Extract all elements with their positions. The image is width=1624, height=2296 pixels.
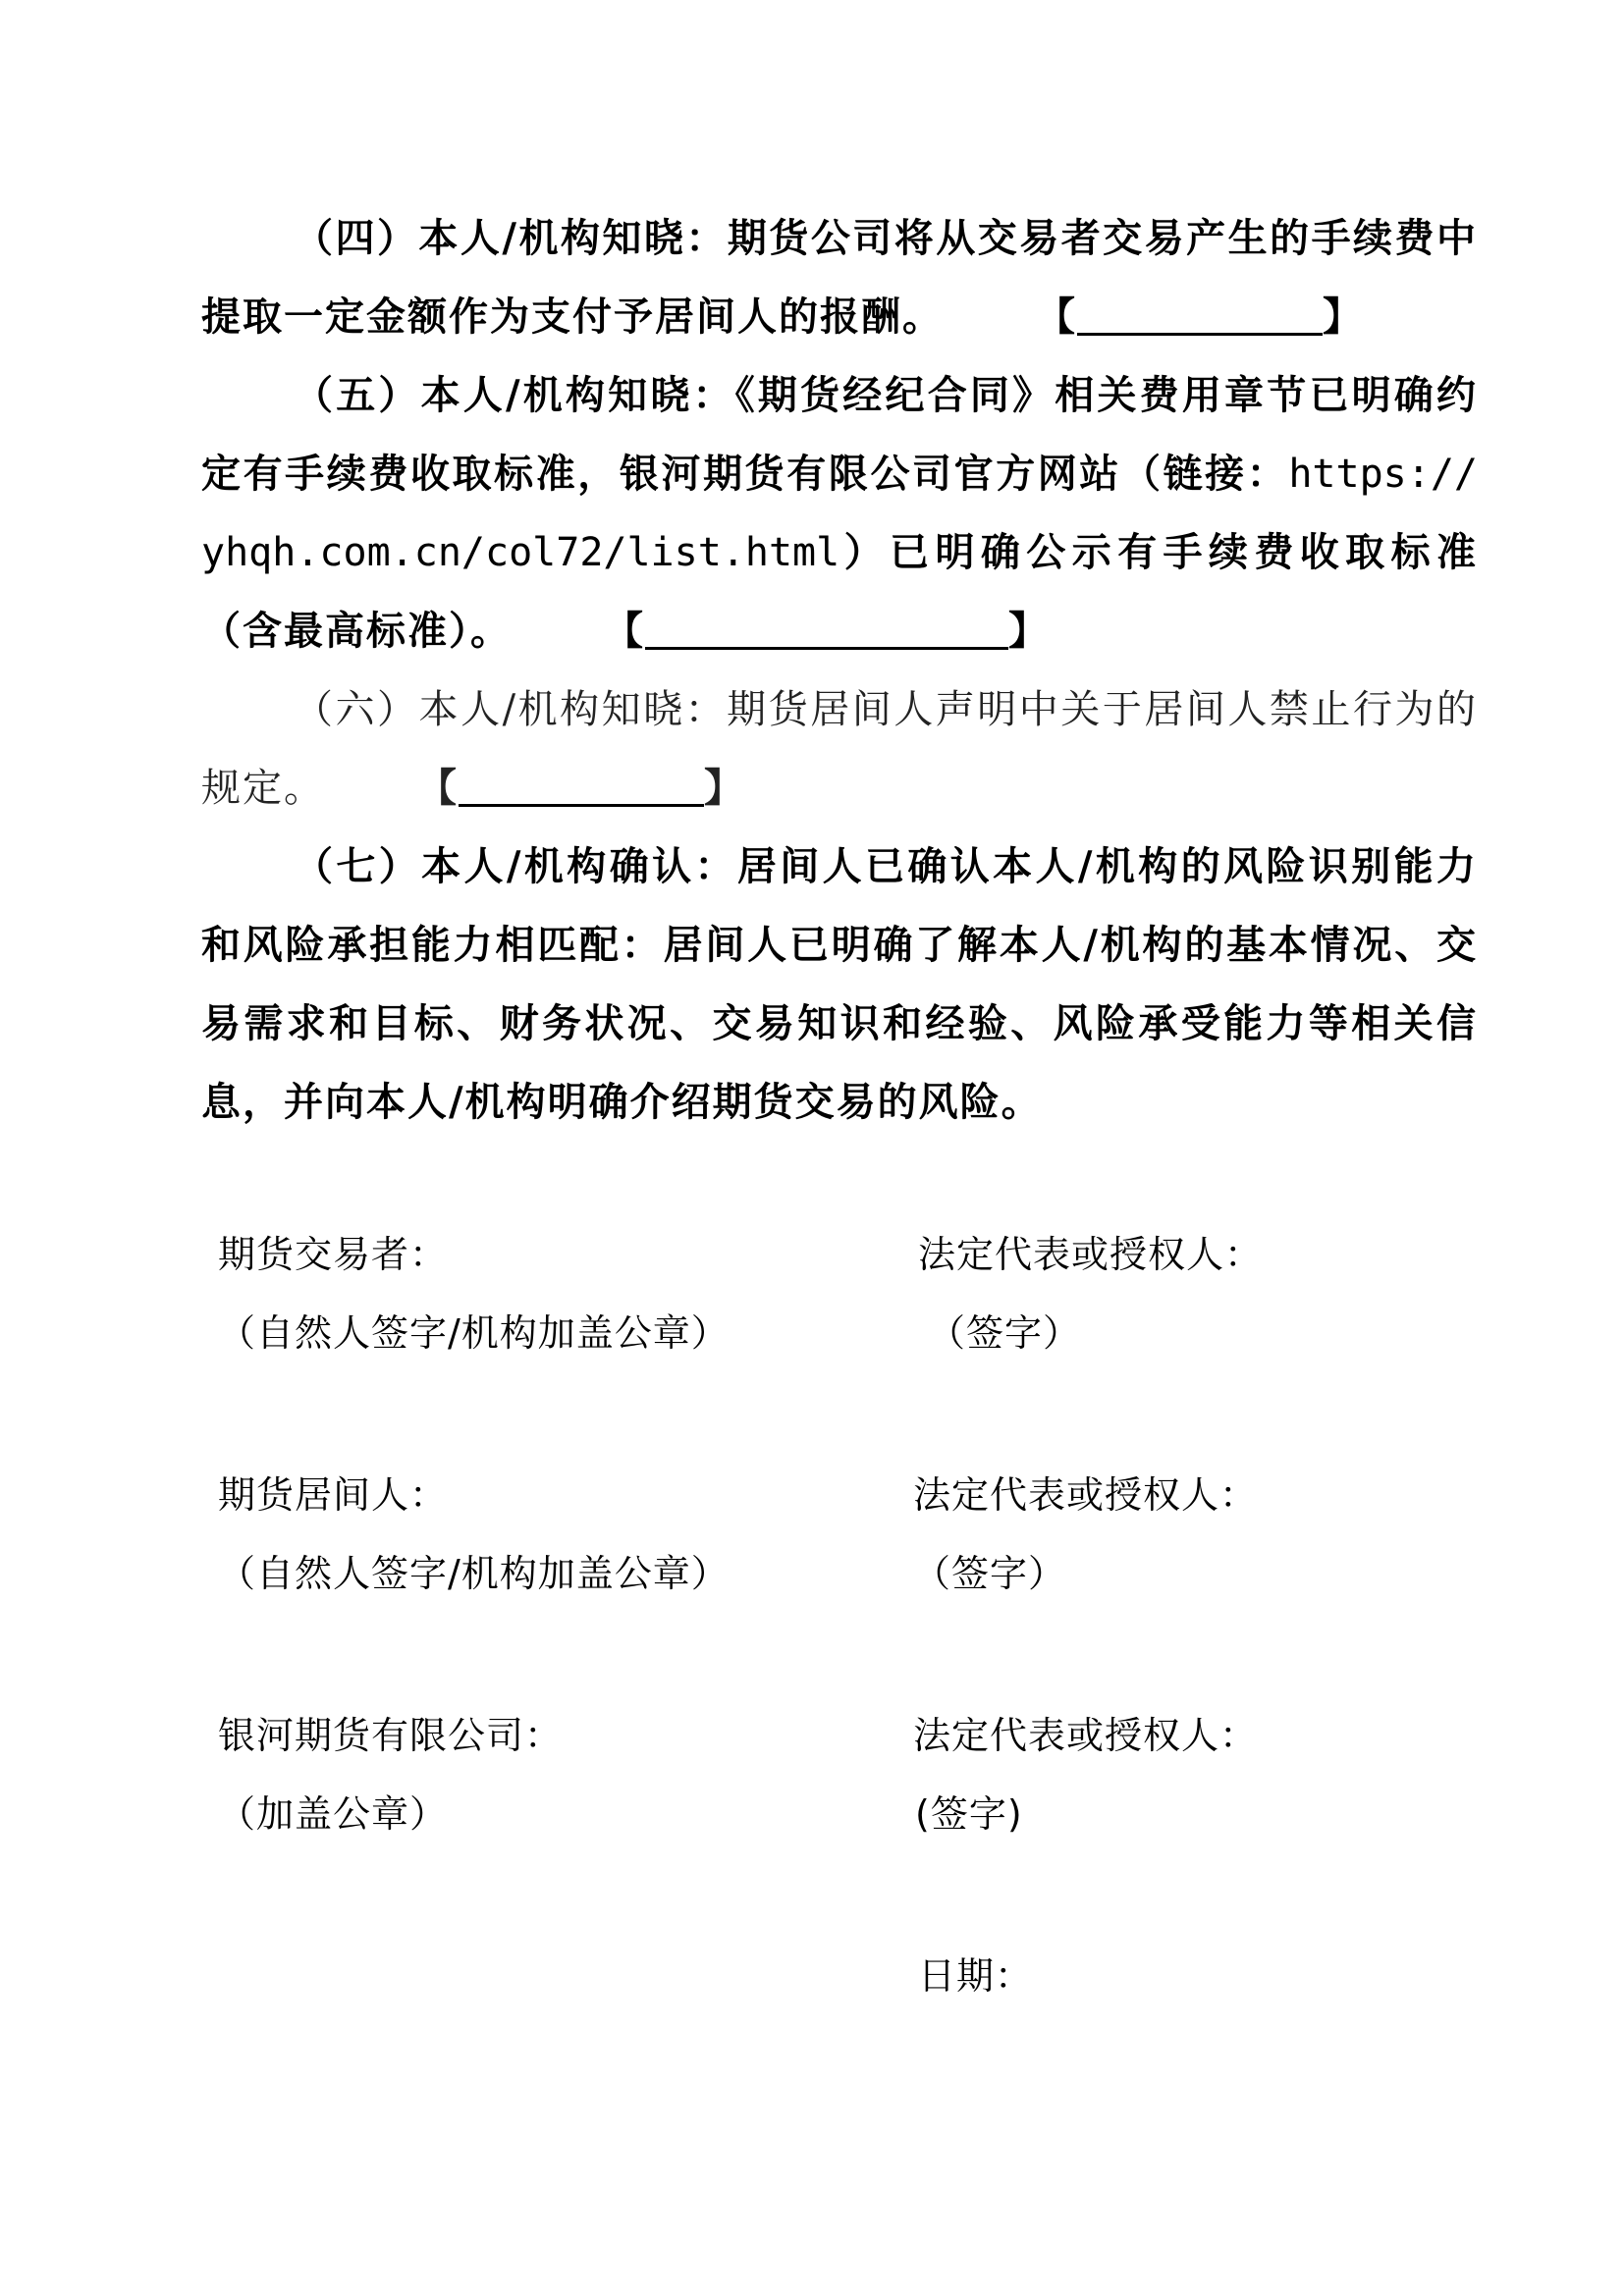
bracket-open: 【 [1036, 294, 1077, 340]
clause-six-confirm-blank[interactable] [325, 749, 745, 828]
bracket-close: 】 [1008, 608, 1050, 654]
clause-seven [201, 828, 1478, 1142]
clause-four [201, 199, 1478, 356]
trader-label: 期货交易者： [218, 1233, 449, 1276]
bracket-open: 【 [604, 608, 645, 654]
clause-six-text: （六）本人/机构知晓：期货居间人声明中关于居间人禁止行为的规定。 [201, 687, 1478, 811]
intermediary-label: 期货居间人： [218, 1473, 449, 1517]
intermediary-rep-label: 法定代表或授权人： [913, 1473, 1259, 1517]
clause-five-confirm-blank[interactable] [512, 592, 1050, 670]
fee-standard-url[interactable]: https://yhqh.com.cn/col72/list.html [201, 452, 1478, 575]
clause-five-text: （五）本人/机构知晓：《期货经纪合同》相关费用章节已明确约定有手续费收取标准，银河期货有限公司官方网站（链接： [201, 372, 1478, 497]
clause-four-confirm-blank[interactable] [944, 278, 1364, 356]
trader-note: （自然人签字/机构加盖公章） [218, 1311, 730, 1355]
trader-rep-note: （签字） [928, 1311, 1082, 1355]
company-note: （加盖公章） [218, 1792, 449, 1836]
signature-blank-line[interactable] [1077, 299, 1323, 336]
bracket-close: 】 [1323, 294, 1364, 340]
clause-seven-text: （七）本人/机构确认：居间人已确认本人/机构的风险识别能力和风险承担能力相匹配：居间人已明确了解本人/机构的基本情况、交易需求和目标、财务状况、交易知识和经验、风险承受能力等相关信息，并向本人/机构明确介绍期货交易的风险。 [201, 843, 1478, 1125]
company-rep-label: 法定代表或授权人： [913, 1714, 1259, 1757]
date-label: 日期： [918, 1954, 1034, 1998]
company-rep-note: (签字) [915, 1792, 1023, 1836]
bracket-close: 】 [704, 765, 745, 811]
bracket-open: 【 [417, 765, 459, 811]
declaration-body [201, 199, 1478, 1142]
company-label: 银河期货有限公司： [218, 1714, 564, 1757]
signature-blank-line[interactable] [459, 771, 704, 807]
clause-five-text-after: ）已明确公示有手续费收取标准（含最高标准）。 [201, 529, 1478, 654]
clause-six [201, 670, 1478, 828]
intermediary-rep-note: （签字） [913, 1552, 1067, 1595]
clause-five [201, 356, 1478, 670]
signature-blank-line[interactable] [645, 614, 1008, 650]
clause-four-text: （四）本人/机构知晓：期货公司将从交易者交易产生的手续费中提取一定金额作为支付予居间人的报酬。 [201, 215, 1478, 340]
trader-rep-label: 法定代表或授权人： [918, 1233, 1264, 1276]
intermediary-note: （自然人签字/机构加盖公章） [218, 1552, 730, 1595]
